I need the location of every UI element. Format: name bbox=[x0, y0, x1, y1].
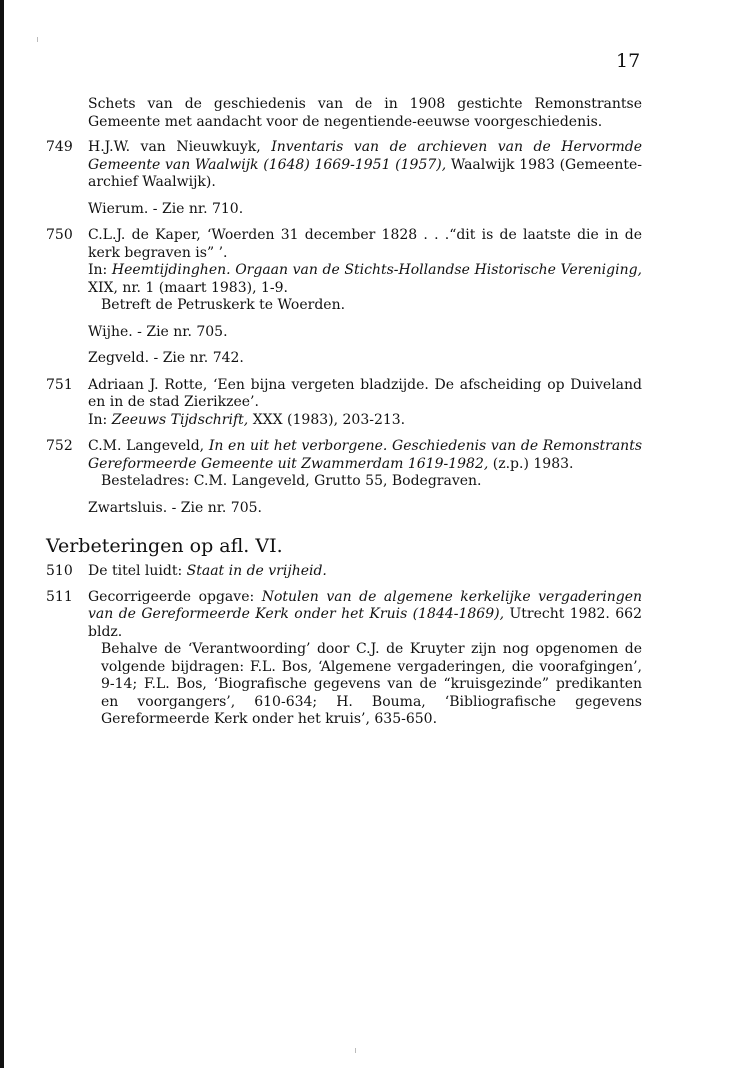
entry-title: Inventaris van de archieven van de Hervormde Gemeente van Waalwijk (1648) 1669-1951 (1957), bbox=[88, 139, 643, 173]
entry-source bbox=[88, 412, 642, 430]
entry-author: C.M. Langeveld, bbox=[88, 438, 205, 454]
order-address bbox=[88, 473, 642, 491]
entry-source bbox=[88, 262, 642, 297]
section-heading: Verbeteringen op afl. VI. bbox=[46, 535, 283, 557]
cross-reference-text: Wijhe. - Zie nr. 705. bbox=[88, 323, 228, 340]
journal-title: Heemtijdinghen. Orgaan van de Stichts-Hollandse Historische Vereniging, bbox=[111, 262, 642, 278]
bibliography-page bbox=[46, 96, 642, 729]
entry-number: 749 bbox=[46, 139, 73, 155]
entry-note: Behalve de ‘Verantwoording’ door C.J. de Kruyter zijn nog opgenomen de volgende bijdragen: F.L. Bos, ‘Algemene vergaderingen, die voorafgingen’, 9-14; F.L. Bos, ‘Biografische gegevens van de “kruisgezinde” predikanten en voorgangers’, 610-634; H. Bouma, ‘Bibliografische gegevens Gereformeerde Kerk onder het kruis’, 635-650. bbox=[101, 641, 642, 727]
entry-number: 750 bbox=[46, 227, 73, 243]
entry-title: In en uit het verborgene. Geschiedenis van de Remonstrants Gereformeerde Gemeente uit Zwammerdam 1619-1982, bbox=[88, 438, 643, 472]
in-label: In: bbox=[88, 262, 108, 278]
correction-label: De titel luidt: bbox=[88, 563, 183, 579]
entry-750 bbox=[46, 227, 642, 315]
cross-reference-text: Zegveld. - Zie nr. 742. bbox=[88, 350, 244, 366]
entry-imprint: (z.p.) 1983. bbox=[492, 455, 574, 472]
entry-citation bbox=[88, 589, 642, 642]
entry-510 bbox=[46, 563, 642, 581]
entry-author-title: C.L.J. de Kaper, ‘Woerden 31 december 1828 . . .“dit is de laatste die in de kerk begraven is” ’. bbox=[88, 227, 642, 261]
entry-511 bbox=[46, 589, 642, 729]
entry-748-continuation bbox=[46, 96, 642, 131]
entry-title: Notulen van de algemene kerkelijke vergaderingen van de Gereformeerde Kerk onder het Kruis (1844-1869), bbox=[88, 588, 643, 622]
entry-number: 751 bbox=[46, 376, 73, 393]
entry-author: H.J.W. van Nieuwkuyk, bbox=[88, 139, 261, 155]
entry-749 bbox=[46, 139, 642, 192]
cross-reference-text: Zwartsluis. - Zie nr. 705. bbox=[88, 499, 262, 516]
journal-title: Zeeuws Tijdschrift, bbox=[111, 411, 249, 428]
entry-imprint: Waalwijk 1983 (Gemeente-archief Waalwijk). bbox=[88, 156, 642, 190]
entry-751 bbox=[46, 377, 642, 430]
entry-752 bbox=[46, 438, 642, 491]
entry-number: 752 bbox=[46, 438, 73, 454]
entry-title: Staat in de vrijheid. bbox=[186, 563, 327, 579]
scan-speck bbox=[355, 1048, 356, 1053]
cross-reference-zegveld bbox=[46, 350, 642, 368]
cross-reference-wierum bbox=[46, 201, 642, 219]
journal-issue: XIX, nr. 1 (maart 1983), 1-9. bbox=[88, 279, 288, 296]
entry-text: Schets van de geschiedenis van de in 1908 gestichte Remonstrantse Gemeente met aandacht voor de negentiende-eeuwse voorgeschiedenis. bbox=[88, 96, 642, 130]
scan-speck bbox=[37, 37, 38, 42]
correction-label: Gecorrigeerde opgave: bbox=[88, 588, 255, 605]
order-text: C.M. Langeveld, Grutto 55, Bodegraven. bbox=[193, 473, 482, 489]
journal-issue: XXX (1983), 203-213. bbox=[252, 411, 406, 428]
page-edge-line bbox=[0, 0, 4, 1068]
order-label: Besteladres: bbox=[101, 473, 190, 489]
entry-note: Betreft de Petruskerk te Woerden. bbox=[101, 297, 346, 313]
cross-reference-text: Wierum. - Zie nr. 710. bbox=[88, 200, 244, 217]
entry-number: 510 bbox=[46, 563, 73, 579]
entry-author-title: Adriaan J. Rotte, ‘Een bijna vergeten bladzijde. De afscheiding op Duiveland en in de stad Zierikzee’. bbox=[88, 376, 642, 410]
entry-imprint: Utrecht 1982. 662 bldz. bbox=[88, 606, 642, 640]
entry-number: 511 bbox=[46, 588, 73, 605]
entry-citation bbox=[88, 438, 642, 473]
cross-reference-wijhe bbox=[46, 324, 642, 342]
in-label: In: bbox=[88, 411, 108, 428]
page-number: 17 bbox=[616, 50, 641, 72]
cross-reference-zwartsluis bbox=[46, 500, 642, 518]
